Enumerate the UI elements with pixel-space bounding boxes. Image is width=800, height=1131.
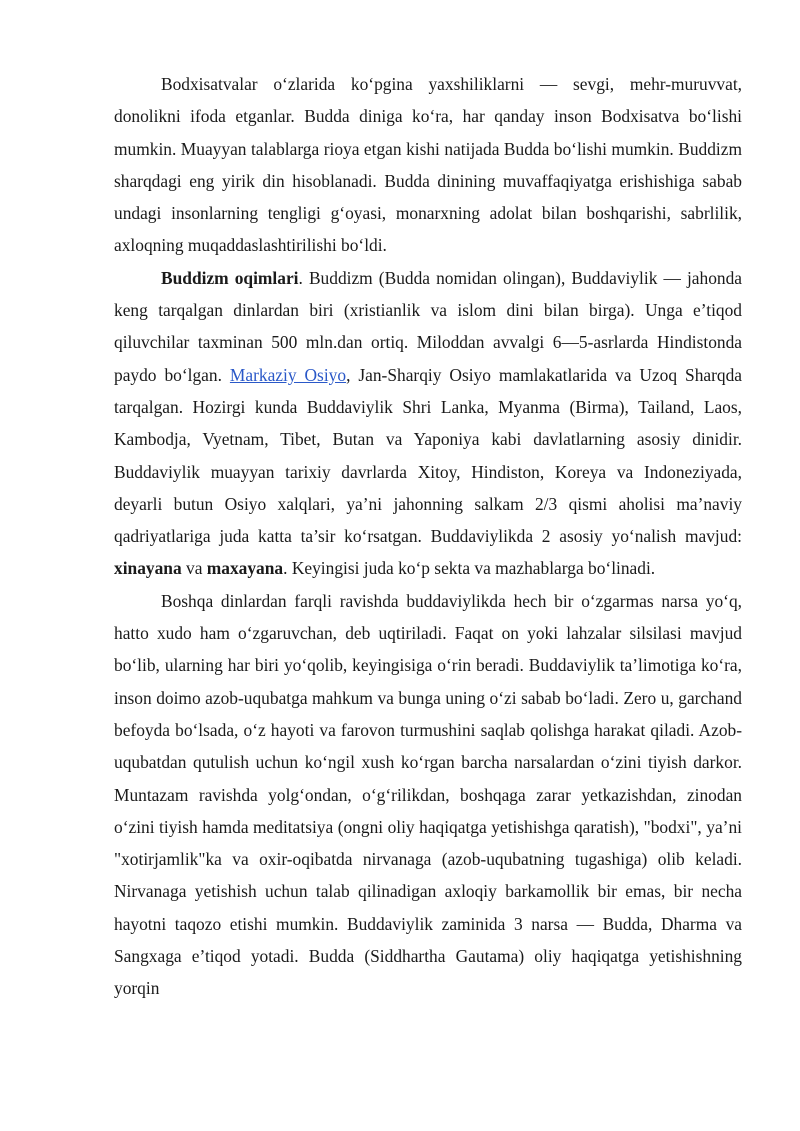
paragraph-text: , Jan-Sharqiy Osiyo mamlakatlarida va Uzoq Sharqda tarqalgan. Hozirgi kunda Buddaviylik Shri Lanka, Myanma (Birma), Tailand, Laos, Kambodja, Vyetnam, Tibet, Butan va Yaponiya kabi davlatlarning asosiy dinidir. Buddaviylik muayyan tarixiy davrlarda Xitoy, Hindiston, Koreya va Indoneziyada, deyarli butun Osiyo xalqlari, ya’ni jahonning salkam 2/3 qismi aholisi ma’naviy qadriyatlariga juda katta ta’sir ko‘rsatgan. Buddaviylikda 2 asosiy yo‘nalish mavjud: <box>114 364 743 547</box>
paragraph-buddhism-schools <box>114 262 742 585</box>
paragraph-text: . Buddizm (Budda nomidan olingan), Buddaviylik — jahonda keng tarqalgan dinlardan biri (xristianlik va islom dini bilan birga). Unga e’tiqod qiluvchilar taxminan 500 mln.dan ortiq. Miloddan avvalgi 6—5-asrlarda Hindistonda paydo bo‘lgan. <box>114 267 743 385</box>
document-page <box>114 68 742 1005</box>
paragraph-bodhisattvas <box>114 68 742 262</box>
paragraph-text: Boshqa dinlardan farqli ravishda buddaviylikda hech bir o‘zgarmas narsa yo‘q, hatto xudo ham o‘zgaruvchan, deb uqtiriladi. Faqat on yoki lahzalar silsilasi mavjud bo‘lib, ularning har biri yo‘qolib, keyingisiga o‘rin beradi. Buddaviylik ta’limotiga ko‘ra, inson doimo azob-uqubatga mahkum va bunga uning o‘zi sabab bo‘ladi. Zero u, garchand befoyda bo‘lsada, o‘z hayoti va farovon turmushini saqlab qolishga harakat qiladi. Azob-uqubatdan qutulish uchun ko‘ngil xush ko‘rgan barcha narsalardan o‘zini tiyish darkor. Muntazam ravishda yolg‘ondan, o‘g‘rilikdan, boshqaga zarar yetkazishdan, zinodan o‘zini tiyish hamda meditatsiya (ongni oliy haqiqatga yetishishga qaratish), "bodxi", ya’ni "xotirjamlik"ka va oxir-oqibatda nirvanaga (azob-uqubatning tugashiga) olib keladi. Nirvanaga yetishish uchun talab qilinadigan axloqiy barkamollik bir emas, bir necha hayotni taqozo etishi mumkin. Buddaviylik zaminida 3 narsa — Budda, Dharma va Sangxaga e’tiqod yotadi. Budda (Siddhartha Gautama) oliy haqiqatga yetishishning yorqin <box>114 590 742 999</box>
paragraph-text: . Keyingisi juda ko‘p sekta va mazhablarga bo‘linadi. <box>283 558 656 579</box>
link-markaziy-osiyo[interactable]: Markaziy Osiyo <box>229 364 347 385</box>
section-heading: Buddizm oqimlari <box>161 267 299 288</box>
term-maxayana: maxayana <box>206 558 284 579</box>
paragraph-text: Bodxisatvalar o‘zlarida ko‘pgina yaxshiliklarni — sevgi, mehr-muruvvat, donolikni ifoda etganlar. Budda diniga ko‘ra, har qanday inson Bodxisatva bo‘lishi mumkin. Muayyan talablarga rioya etgan kishi natijada Budda bo‘lishi mumkin. Buddizm sharqdagi eng yirik din hisoblanadi. Budda dinining muvaffaqiyatga erishishiga sabab undagi insonlarning tengligi g‘oyasi, monarxning adolat bilan boshqarishi, sabrlilik, axloqning muqaddaslashtirilishi bo‘ldi. <box>114 74 742 256</box>
paragraph-text: va <box>181 558 207 579</box>
paragraph-buddhist-teaching <box>114 585 742 1005</box>
term-xinayana: xinayana <box>114 558 182 579</box>
